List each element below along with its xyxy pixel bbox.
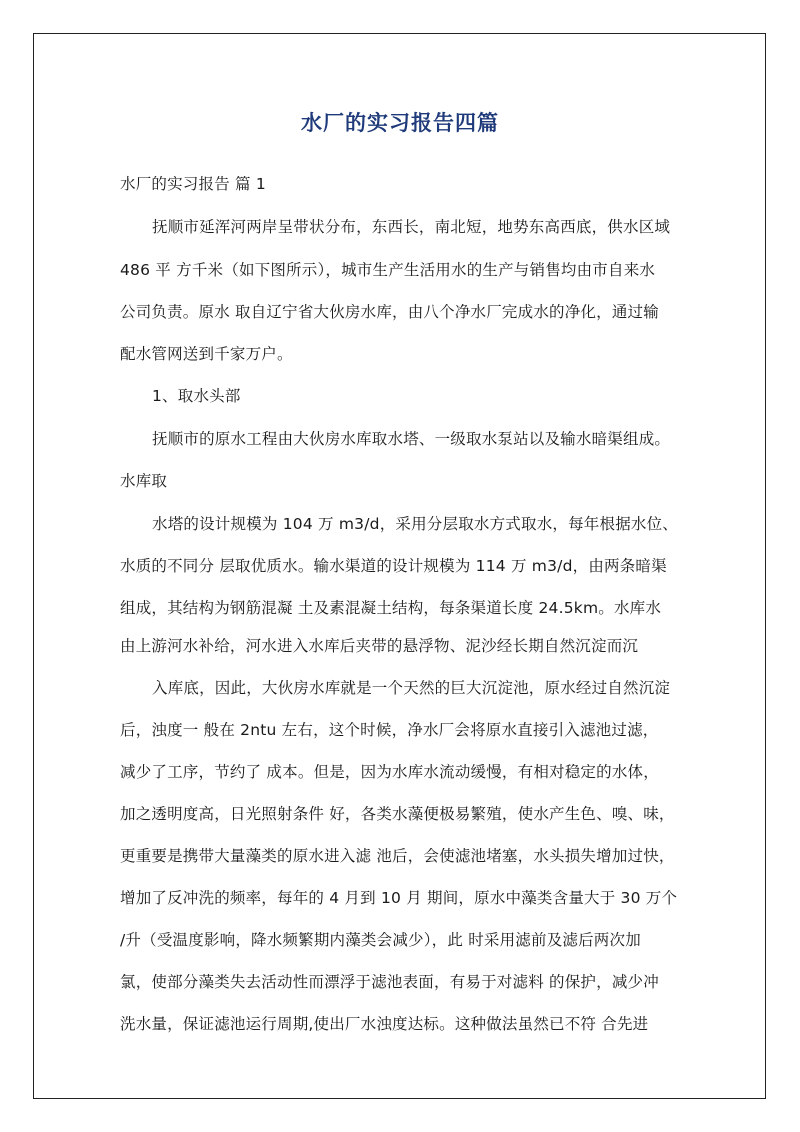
paragraph-line: 更重要是携带大量藻类的原水进入滤 池后，会使滤池堵塞，水头损失增加过快，	[120, 847, 675, 865]
paragraph-line: 公司负责。原水 取自辽宁省大伙房水库，由八个净水厂完成水的净化，通过输	[120, 303, 659, 321]
paragraph-line: 后，浊度一 般在 2ntu 左右，这个时候，净水厂会将原水直接引入滤池过滤，	[120, 721, 659, 739]
paragraph-line: 486 平 方千米（如下图所示），城市生产生活用水的生产与销售均由市自来水	[120, 261, 656, 279]
paragraph-line: 组成，其结构为钢筋混凝 土及素混凝土结构，每条渠道长度 24.5km。水库水	[120, 599, 662, 617]
paragraph-line: 增加了反冲洗的频率，每年的 4 月到 10 月 期间，原水中藻类含量大于 30 万个	[120, 889, 678, 907]
document-title: 水厂的实习报告四篇	[301, 111, 499, 135]
paragraph-line: 水质的不同分 层取优质水。输水渠道的设计规模为 114 万 m3/d，由两条暗渠	[120, 557, 667, 575]
section-heading: 水厂的实习报告 篇 1	[120, 175, 266, 193]
paragraph-line: 水库取	[120, 472, 168, 490]
paragraph-line: 洗水量，保证滤池运行周期,使出厂水浊度达标。这种做法虽然已不符 合先进	[120, 1015, 649, 1033]
paragraph-line: 抚顺市的原水工程由大伙房水库取水塔、一级取水泵站以及输水暗渠组成。	[152, 430, 671, 448]
paragraph-line: 减少了工序，节约了 成本。但是，因为水库水流动缓慢，有相对稳定的水体，	[120, 763, 659, 781]
paragraph-line: 加之透明度高，日光照射条件 好，各类水藻便极易繁殖，使水产生色、嗅、味，	[120, 805, 675, 823]
paragraph-line: 由上游河水补给，河水进入水库后夹带的悬浮物、泥沙经长期自然沉淀而沉	[120, 637, 639, 655]
paragraph-line: 入库底，因此，大伙房水库就是一个天然的巨大沉淀池，原水经过自然沉淀	[152, 679, 671, 697]
paragraph-line: /升（受温度影响，降水频繁期内藻类会减少），此 时采用滤前及滤后两次加	[120, 931, 641, 949]
paragraph-line: 抚顺市延浑河两岸呈带状分布，东西长，南北短，地势东高西底，供水区域	[152, 218, 671, 236]
paragraph-line: 氯，使部分藻类失去活动性而漂浮于滤池表面，有易于对滤料 的保护，减少冲	[120, 973, 659, 991]
paragraph-line: 水塔的设计规模为 104 万 m3/d，采用分层取水方式取水，每年根据水位、	[152, 515, 678, 533]
paragraph-line: 配水管网送到千家万户。	[120, 345, 293, 363]
subsection-heading: 1、取水头部	[152, 387, 241, 405]
